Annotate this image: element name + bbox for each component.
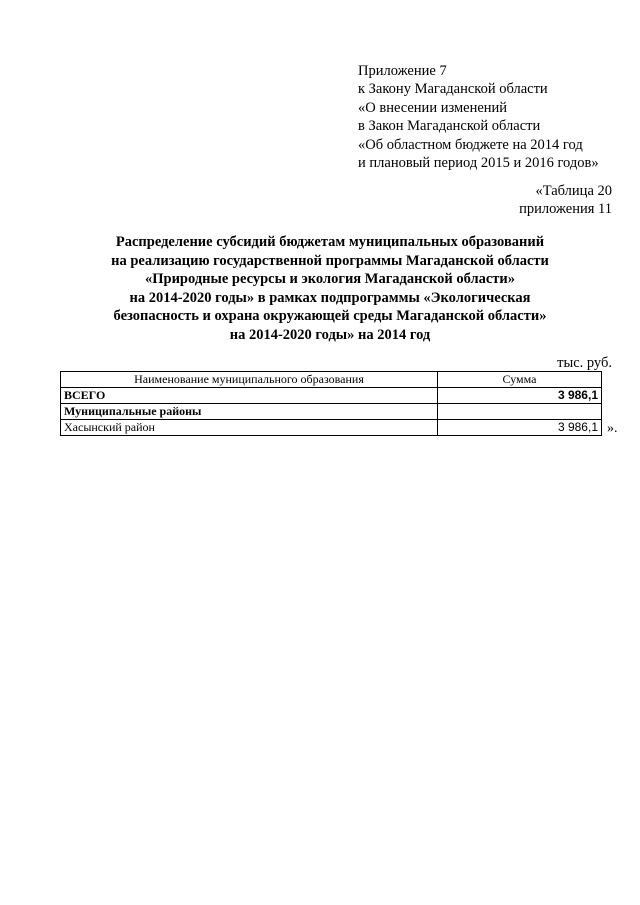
appendix-header-line: «Об областном бюджете на 2014 год <box>358 136 583 153</box>
title-line: на реализацию государственной программы Магаданской области <box>111 252 549 269</box>
row-name-cell: Хасынский район <box>61 420 438 436</box>
row-name-cell: Муниципальные районы <box>61 404 438 420</box>
table-row <box>61 420 602 436</box>
appendix-header <box>358 62 599 172</box>
table-row-total <box>61 388 602 404</box>
table-reference-line: «Таблица 20 <box>535 183 612 199</box>
title-line: на 2014-2020 годы» на 2014 год <box>229 326 431 343</box>
table-reference-line: приложения 11 <box>519 201 612 218</box>
row-value-cell: 3 986,1 <box>438 420 602 436</box>
column-header-name: Наименование муниципального образования <box>61 372 438 388</box>
units-label: тыс. руб. <box>557 355 612 371</box>
table-header-row <box>61 372 602 388</box>
appendix-header-line: и плановый период 2015 и 2016 годов» <box>358 155 599 172</box>
title-line: «Природные ресурсы и экология Магаданской области» <box>144 271 516 288</box>
appendix-header-line: «О внесении изменений <box>358 99 508 116</box>
row-value-cell: 3 986,1 <box>438 388 602 404</box>
row-value-cell <box>438 404 602 420</box>
title-line: на 2014-2020 годы» в рамках подпрограммы «Экологическая <box>129 289 531 306</box>
appendix-header-line: в Закон Магаданской области <box>358 118 541 135</box>
appendix-header-line: Приложение 7 <box>358 63 447 79</box>
column-header-sum: Сумма <box>438 372 602 388</box>
document-title <box>60 233 600 345</box>
appendix-header-line: к Закону Магаданской области <box>358 81 548 98</box>
table-reference <box>519 182 612 219</box>
title-line: безопасность и охрана окружающей среды Магаданской области» <box>113 308 547 325</box>
table-row-group <box>61 404 602 420</box>
subsidy-table <box>60 371 602 436</box>
closing-quote-mark: ». <box>607 421 618 436</box>
title-line: Распределение субсидий бюджетам муниципальных образований <box>115 234 545 250</box>
row-name-cell: ВСЕГО <box>61 388 438 404</box>
